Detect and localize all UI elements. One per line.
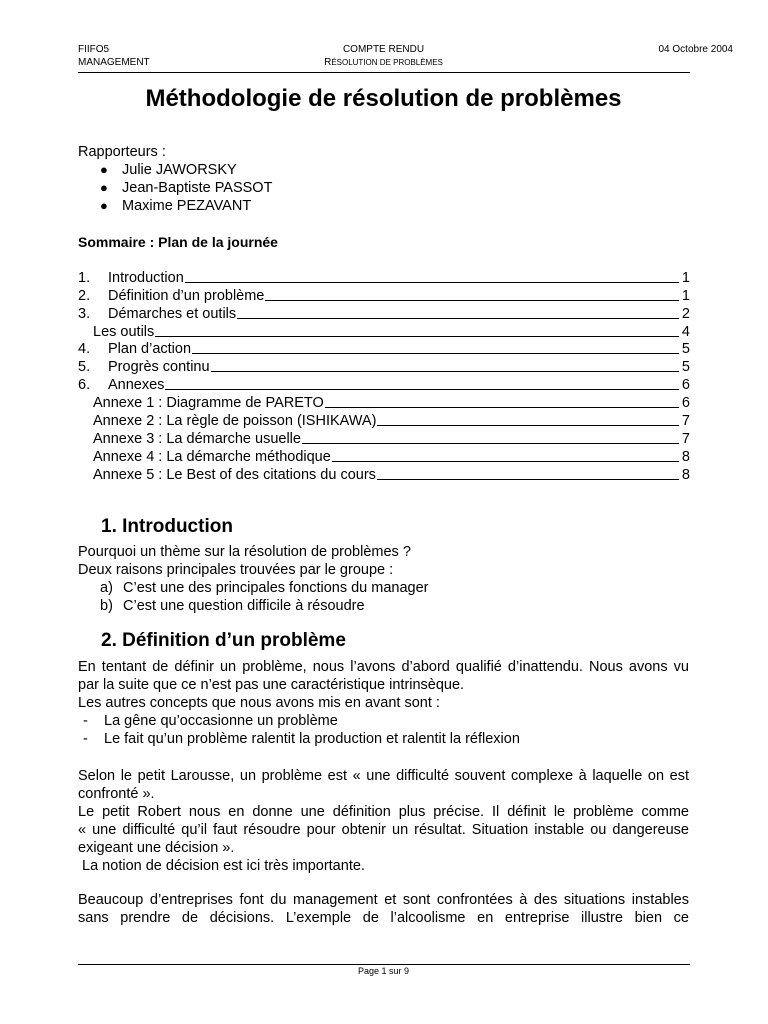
toc-entry[interactable]: 3. Démarches et outils 2 xyxy=(78,305,690,322)
table-of-contents xyxy=(78,268,690,483)
bullet-icon: ● xyxy=(100,198,108,213)
toc-entry[interactable]: 5. Progrès continu 5 xyxy=(78,359,690,376)
header-course-code: FIIFO5 xyxy=(78,44,110,55)
toc-entry[interactable]: 1. Introduction 1 xyxy=(78,269,690,286)
rapporteurs-section xyxy=(78,143,689,215)
section-heading-introduction: 1. Introduction xyxy=(101,516,233,537)
toc-entry[interactable]: Les outils 4 xyxy=(93,323,690,340)
toc-entry[interactable]: Annexe 2 : La règle de poisson (ISHIKAWA) 7 xyxy=(93,413,690,430)
toc-entry[interactable]: 4. Plan d’action 5 xyxy=(78,341,690,358)
toc-entry[interactable]: 6. Annexes 6 xyxy=(78,377,690,394)
entreprises-paragraph: Beaucoup d’entreprises font du management et sont confrontées à des situations instables sans prendre de décisions. L’exemple de l’alcoolisme en entreprise illustre bien ce xyxy=(78,892,689,926)
header-subject: MANAGEMENT xyxy=(78,57,150,68)
introduction-body: Pourquoi un thème sur la résolution de problèmes ? Deux raisons principales trouvées par le groupe : a) C’est une des principales fonctions du manager b) C’est une question difficile à résoudre xyxy=(78,543,689,615)
page-number: Page 1 sur 9 xyxy=(357,966,410,976)
toc-entry[interactable]: Annexe 4 : La démarche méthodique 8 xyxy=(93,448,690,465)
rapporteurs-label: Rapporteurs : xyxy=(78,144,166,160)
header-rule xyxy=(78,72,690,73)
list-item: ● Maxime PEZAVANT xyxy=(100,198,252,214)
header-date: 04 Octobre 2004 xyxy=(658,44,733,55)
header-doc-type: COMPTE RENDU xyxy=(342,44,425,55)
definition-body: En tentant de définir un problème, nous l’avons d’abord qualifié d’inattendu. Nous avons vu par la suite que ce n’est pas une caractéristique intrinsèque. Les autres concepts que nous avons mis en avant sont : - La gêne qu’occasionne un problème - Le fait qu’un problème ralentit la production et ralentit la réflexion xyxy=(78,659,689,747)
list-item: - La gêne qu’occasionne un problème xyxy=(83,713,338,729)
footer-rule xyxy=(78,964,690,965)
section-heading-definition: 2. Définition d’un problème xyxy=(101,630,346,651)
bullet-icon: ● xyxy=(100,180,108,195)
toc-entry[interactable]: Annexe 3 : La démarche usuelle 7 xyxy=(93,430,690,447)
toc-entry[interactable]: 2. Définition d’un problème 1 xyxy=(78,287,690,304)
document-title: Méthodologie de résolution de problèmes xyxy=(145,85,622,112)
larousse-paragraph: Selon le petit Larousse, un problème est « une difficulté souvent complexe à laquelle on est confronté ». Le petit Robert nous en donne une définition plus précise. Il définit le problème comme « une difficulté qu’il faut résoudre pour obtenir un résultat. Situation instable ou dangereuse exigeant une décision ». La notion de décision est ici très importante. xyxy=(78,768,689,874)
list-item: ● Jean-Baptiste PASSOT xyxy=(100,180,273,196)
list-item: a) C’est une des principales fonctions du manager xyxy=(100,580,429,596)
list-item: - Le fait qu’un problème ralentit la production et ralentit la réflexion xyxy=(83,731,520,747)
list-item: b) C’est une question difficile à résoudre xyxy=(100,598,365,614)
header-doc-subject: RÉSOLUTION DE PROBLÈMES xyxy=(324,57,443,68)
sommaire-title: Sommaire : Plan de la journée xyxy=(78,234,278,250)
list-item: ● Julie JAWORSKY xyxy=(100,162,237,178)
toc-entry[interactable]: Annexe 5 : Le Best of des citations du cours 8 xyxy=(93,466,690,483)
bullet-icon: ● xyxy=(100,162,108,177)
toc-entry[interactable]: Annexe 1 : Diagramme de PARETO 6 xyxy=(93,395,690,412)
